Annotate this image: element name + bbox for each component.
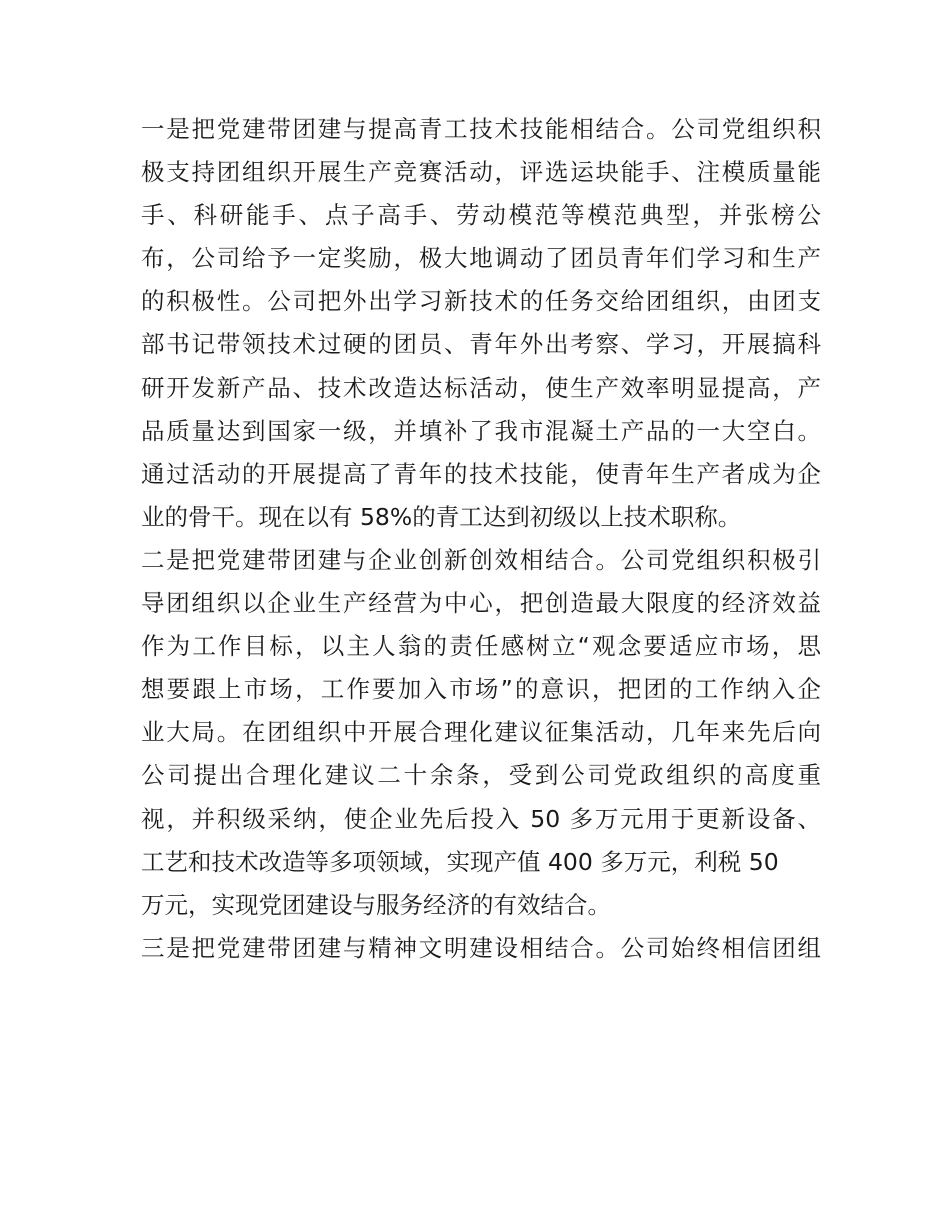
- text-line: 三是把党建带团建与精神文明建设相结合。公司始终相信团组: [141, 933, 821, 962]
- text-line: 视，并积级采纳，使企业先后投入 50 多万元用于更新设备、: [141, 804, 821, 833]
- text-line: 极支持团组织开展生产竞赛活动，评选运块能手、注模质量能: [141, 158, 821, 187]
- text-line: 布，公司给予一定奖励，极大地调动了团员青年们学习和生产: [141, 244, 821, 273]
- text-line: 公司提出合理化建议二十余条，受到公司党政组织的高度重: [141, 761, 821, 790]
- text-line: 研开发新产品、技术改造达标活动，使生产效率明显提高，产: [141, 373, 821, 402]
- text-line: 想要跟上市场，工作要加入市场”的意识，把团的工作纳入企: [141, 675, 821, 704]
- paragraph-1: [141, 108, 821, 539]
- text-line: 品质量达到国家一级，并填补了我市混凝土产品的一大空白。: [141, 416, 821, 445]
- text-line: 通过活动的开展提高了青年的技术技能，使青年生产者成为企: [141, 459, 821, 488]
- text-line: 作为工作目标，以主人翁的责任感树立“观念要适应市场，思: [141, 632, 821, 661]
- paragraph-2: [141, 539, 821, 927]
- paragraph-3: [141, 927, 821, 970]
- text-line: 万元，实现党团建设与服务经济的有效结合。: [141, 890, 611, 919]
- text-line: 手、科研能手、点子高手、劳动模范等模范典型，并张榜公: [141, 201, 821, 230]
- text-line: 一是把党建带团建与提高青工技术技能相结合。公司党组织积: [141, 115, 821, 143]
- text-line: 导团组织以企业生产经营为中心，把创造最大限度的经济效益: [141, 589, 821, 618]
- text-line: 的积极性。公司把外出学习新技术的任务交给团组织，由团支: [141, 287, 821, 316]
- document-body: [141, 108, 821, 970]
- text-line: 二是把党建带团建与企业创新创效相结合。公司党组织积极引: [141, 545, 821, 574]
- text-line: 工艺和技术改造等多项领域，实现产值 400 多万元，利税 50: [141, 847, 779, 876]
- text-line: 业的骨干。现在以有 58%的青工达到初级以上技术职称。: [141, 502, 742, 531]
- text-line: 业大局。在团组织中开展合理化建议征集活动，几年来先后向: [141, 718, 821, 747]
- text-line: 部书记带领技术过硬的团员、青年外出考察、学习，开展搞科: [141, 330, 821, 359]
